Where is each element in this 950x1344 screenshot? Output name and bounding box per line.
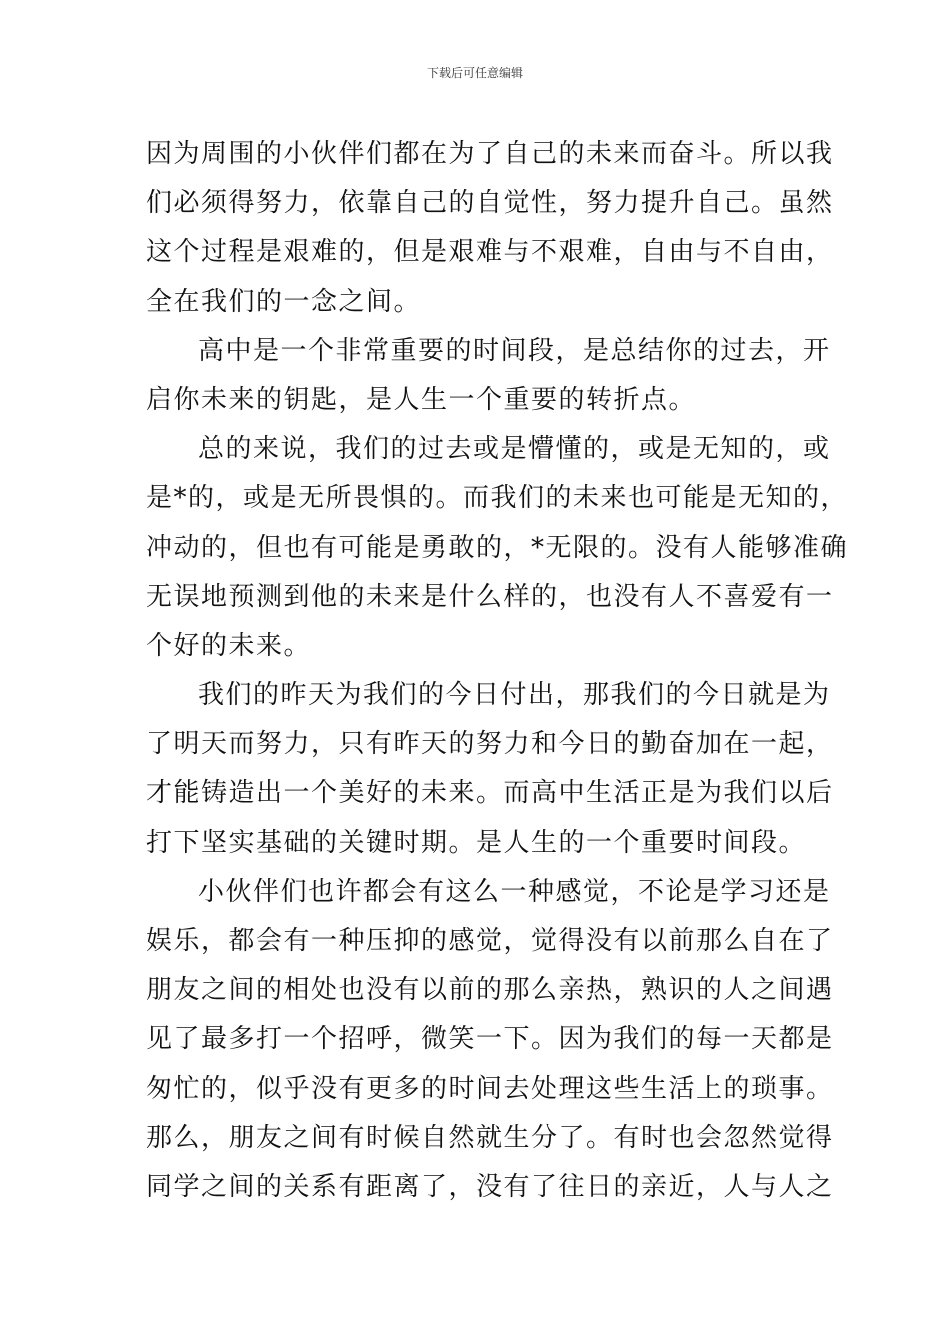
text-line: 是*的，或是无所畏惧的。而我们的未来也可能是无知的， (146, 483, 849, 514)
text-line: 了明天而努力，只有昨天的努力和今日的勤奋加在一起， (146, 729, 834, 760)
text-line: 匆忙的，似乎没有更多的时间去处理这些生活上的琐事。 (146, 1073, 834, 1104)
text-line: 才能铸造出一个美好的未来。而高中生活正是为我们以后 (146, 778, 834, 809)
text-line: 无误地预测到他的未来是什么样的，也没有人不喜爱有一 (146, 581, 834, 612)
text-line: 冲动的，但也有可能是勇敢的，*无限的。没有人能够准确 (146, 532, 849, 563)
text-line: 因为周围的小伙伴们都在为了自己的未来而奋斗。所以我 (146, 139, 834, 169)
text-line: 见了最多打一个招呼，微笑一下。因为我们的每一天都是 (146, 1024, 834, 1055)
page-header: 下载后可任意编辑 (426, 66, 523, 80)
document-body (146, 130, 849, 1212)
paragraph-first-line: 我们的昨天为我们的今日付出，那我们的今日就是为 (198, 680, 831, 711)
text-line: 全在我们的一念之间。 (146, 286, 422, 317)
text-line: 个好的未来。 (146, 630, 312, 661)
text-line: 那么，朋友之间有时候自然就生分了。有时也会忽然觉得 (146, 1122, 834, 1153)
text-line: 娱乐，都会有一种压抑的感觉，觉得没有以前那么自在了 (146, 926, 834, 956)
paragraph-first-line: 总的来说，我们的过去或是懵懂的，或是无知的，或 (198, 434, 831, 465)
text-line: 同学之间的关系有距离了，没有了往日的亲近，人与人之 (146, 1171, 834, 1202)
text-line: 这个过程是艰难的，但是艰难与不艰难，自由与不自由， (146, 237, 834, 268)
paragraph-first-line: 高中是一个非常重要的时间段，是总结你的过去，开 (198, 335, 831, 366)
text-line: 启你未来的钥匙，是人生一个重要的转折点。 (146, 384, 697, 415)
text-line: 朋友之间的相处也没有以前的那么亲热，熟识的人之间遇 (146, 975, 834, 1006)
paragraph-first-line: 小伙伴们也许都会有这么一种感觉，不论是学习还是 (198, 876, 831, 907)
text-line: 打下坚实基础的关键时期。是人生的一个重要时间段。 (146, 827, 807, 858)
text-line: 们必须得努力，依靠自己的自觉性，努力提升自己。虽然 (146, 188, 834, 219)
